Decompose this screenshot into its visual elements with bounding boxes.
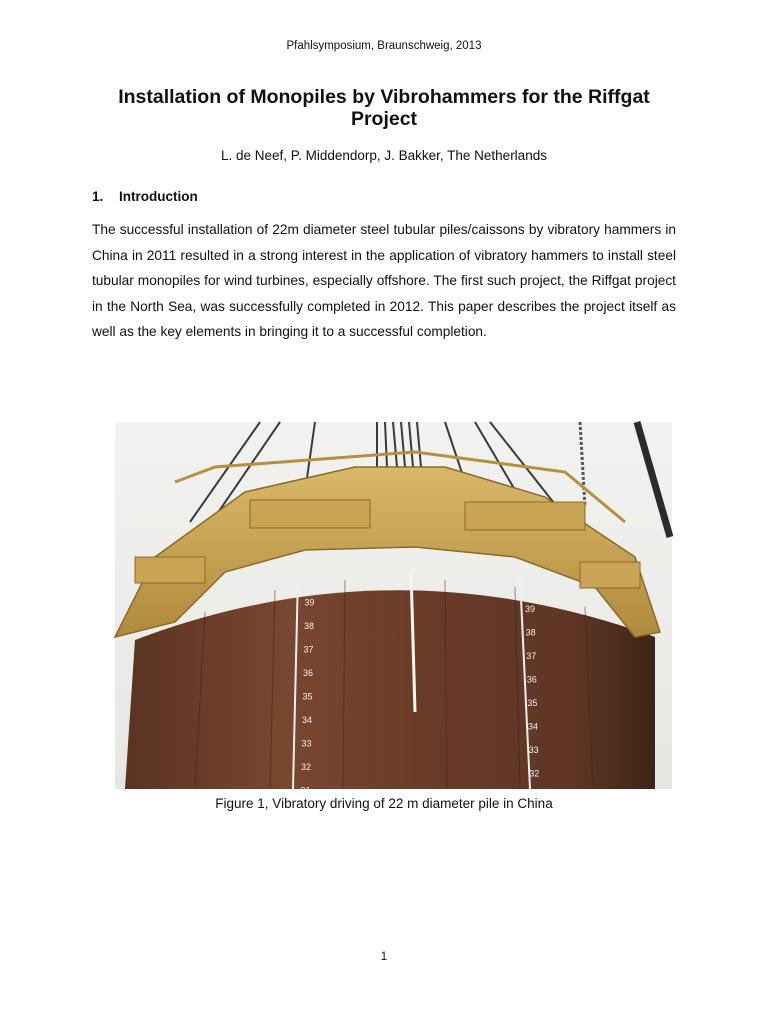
vibrohammer-unit	[250, 500, 370, 528]
vibrohammer-unit	[135, 557, 205, 583]
scale-tick-label: 39	[525, 604, 536, 614]
scale-tick-label: 37	[526, 651, 537, 661]
scale-tick-label: 38	[525, 627, 536, 638]
scale-tick-label: 32	[529, 768, 540, 779]
paper-title: Installation of Monopiles by Vibrohammers for the Riffgat Project	[118, 86, 650, 130]
running-header: Pfahlsymposium, Braunschweig, 2013	[286, 40, 482, 52]
scale-tick-label: 31	[300, 785, 311, 796]
scale-tick-label: 32	[301, 762, 312, 772]
scale-tick-label: 36	[303, 668, 314, 678]
figure-caption: Figure 1, Vibratory driving of 22 m diameter pile in China	[215, 796, 553, 811]
section-number: 1.	[92, 189, 104, 204]
scale-tick-label: 35	[527, 698, 538, 708]
scale-tick-label: 34	[302, 715, 313, 725]
scale-tick-label: 39	[304, 597, 315, 608]
scale-tick-label: 33	[528, 745, 539, 755]
scale-tick-label: 36	[526, 674, 537, 685]
pile-label-right: 0°线	[420, 569, 438, 579]
vibrohammer-unit	[580, 562, 640, 588]
page-number: 1	[380, 951, 388, 963]
section-title: Introduction	[119, 189, 198, 204]
section-heading	[92, 189, 198, 204]
pile-photo-illustration	[115, 422, 672, 796]
scale-tick-label: 38	[304, 621, 315, 631]
figure-photo	[115, 422, 672, 796]
scale-tick-label: 33	[301, 738, 312, 749]
scale-tick-label: 34	[528, 721, 539, 732]
scale-tick-label: 40	[305, 574, 316, 584]
intro-paragraph: The successful installation of 22m diameter steel tubular piles/caissons by vibratory hammers in China in 2011 resulted in a strong interest in the application of vibratory hammers to install steel tubular monopiles for wind turbines, especially offshore. The first such project, the Riffgat project in the North Sea, was successfully completed in 2012. This paper describes the project itself as well as the key elements in bringing it to a successful completion.	[92, 222, 676, 339]
scale-tick-label: 37	[303, 644, 314, 655]
scale-tick-label: 35	[302, 691, 313, 702]
vibrohammer-unit	[465, 502, 585, 530]
pile-label-left: X48	[375, 569, 392, 579]
author-line: L. de Neef, P. Middendorp, J. Bakker, The Netherlands	[221, 148, 547, 163]
